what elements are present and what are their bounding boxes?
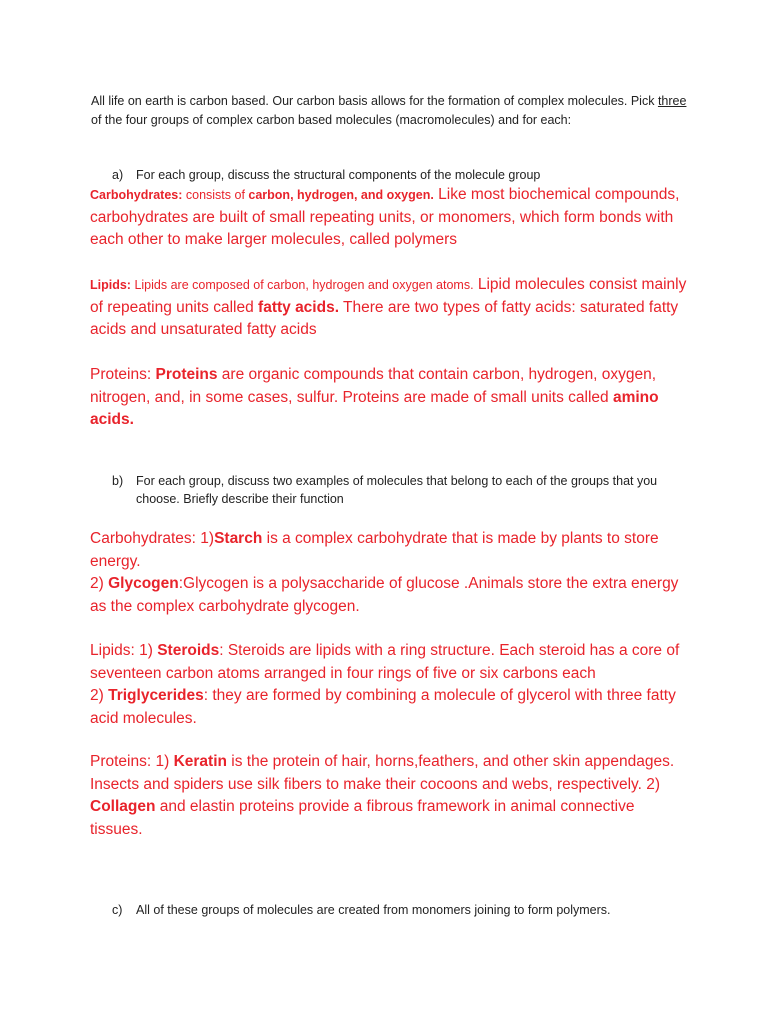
b-proteins-text-2: and elastin proteins provide a fibrous framework in animal connective tissues. bbox=[90, 798, 635, 838]
carbohydrates-heading: Carbohydrates: bbox=[90, 188, 183, 202]
question-b bbox=[112, 472, 692, 508]
b-carbohydrates-text-1: is a complex carbohydrate that is made by plants to store energy. bbox=[90, 530, 659, 570]
answer-b-proteins bbox=[90, 751, 690, 841]
answer-a-lipids bbox=[90, 274, 690, 342]
lipids-text-2: Lipid molecules consist mainly of repeating units called bbox=[90, 276, 687, 316]
b-lipids-num-2: 2) bbox=[90, 687, 109, 704]
answer-a-carbohydrates bbox=[90, 184, 690, 252]
question-c-letter: c) bbox=[112, 903, 123, 917]
answer-a-proteins bbox=[90, 364, 690, 432]
proteins-bold-1: Proteins bbox=[155, 366, 218, 383]
lipids-text-3: There are two types of fatty acids: saturated fatty acids and unsaturated fatty acids bbox=[90, 298, 679, 338]
question-a-letter: a) bbox=[112, 168, 124, 182]
steroids-term: Steroids bbox=[157, 642, 220, 659]
question-c bbox=[112, 901, 692, 919]
b-lipids-label: Lipids: 1) bbox=[90, 642, 158, 659]
answer-b-carbohydrates bbox=[90, 528, 690, 618]
question-b-letter: b) bbox=[112, 474, 124, 488]
proteins-label: Proteins: bbox=[90, 366, 156, 383]
question-a-text: For each group, discuss the structural components of the molecule group bbox=[136, 168, 541, 182]
b-carbohydrates-label: Carbohydrates: 1) bbox=[90, 530, 215, 547]
lipids-text-1: Lipids are composed of carbon, hydrogen and oxygen atoms. bbox=[130, 278, 474, 292]
intro-emphasis: three bbox=[657, 94, 687, 108]
carbohydrates-text-2: Like most biochemical compounds, carbohydrates are built of small repeating units, or monomers, which form bonds with each other to make larger molecules, called polymers bbox=[90, 186, 680, 248]
b-lipids-text-1: : Steroids are lipids with a ring structure. Each steroid has a core of seventeen carbon atoms arranged in four rings of five or six carbons each bbox=[90, 642, 680, 682]
keratin-term: Keratin bbox=[173, 753, 227, 770]
b-lipids-text-2: : they are formed by combining a molecule of glycerol with three fatty acid molecules. bbox=[90, 687, 676, 727]
b-proteins-text-1: is the protein of hair, horns,feathers, and other skin appendages. Insects and spiders use silk fibers to make their cocoons and webs, respectively. 2) bbox=[90, 753, 675, 793]
question-c-text: All of these groups of molecules are created from monomers joining to form polymers. bbox=[136, 903, 611, 917]
question-a bbox=[112, 166, 692, 184]
intro-text-1: All life on earth is carbon based. Our carbon basis allows for the formation of complex molecules. Pick bbox=[91, 94, 658, 108]
lipids-bold-1: fatty acids. bbox=[258, 298, 340, 316]
b-carbohydrates-text-2: :Glycogen is a polysaccharide of glucose .Animals store the extra energy as the complex carbohydrate glycogen. bbox=[90, 575, 679, 615]
question-b-text: For each group, discuss two examples of molecules that belong to each of the groups that you choose. Briefly describe their function bbox=[136, 474, 658, 506]
answer-b-lipids bbox=[90, 640, 690, 730]
collagen-term: Collagen bbox=[90, 798, 156, 815]
lipids-heading: Lipids: bbox=[90, 278, 131, 292]
intro-paragraph bbox=[91, 92, 691, 130]
proteins-text-1: are organic compounds that contain carbon, hydrogen, oxygen, nitrogen, and, in some cases, sulfur. Proteins are made of small units called bbox=[90, 366, 657, 406]
glycogen-term: Glycogen bbox=[108, 575, 179, 592]
proteins-bold-2: amino acids. bbox=[90, 388, 659, 428]
triglycerides-term: Triglycerides bbox=[108, 687, 204, 704]
starch-term: Starch bbox=[214, 530, 263, 547]
carbohydrates-bold-1: carbon, hydrogen, and oxygen. bbox=[248, 188, 434, 202]
carbohydrates-text-1: consists of bbox=[182, 188, 249, 202]
b-proteins-label: Proteins: 1) bbox=[90, 753, 174, 770]
intro-text-2: of the four groups of complex carbon based molecules (macromolecules) and for each: bbox=[91, 113, 572, 127]
b-carbohydrates-num-2: 2) bbox=[90, 575, 109, 592]
